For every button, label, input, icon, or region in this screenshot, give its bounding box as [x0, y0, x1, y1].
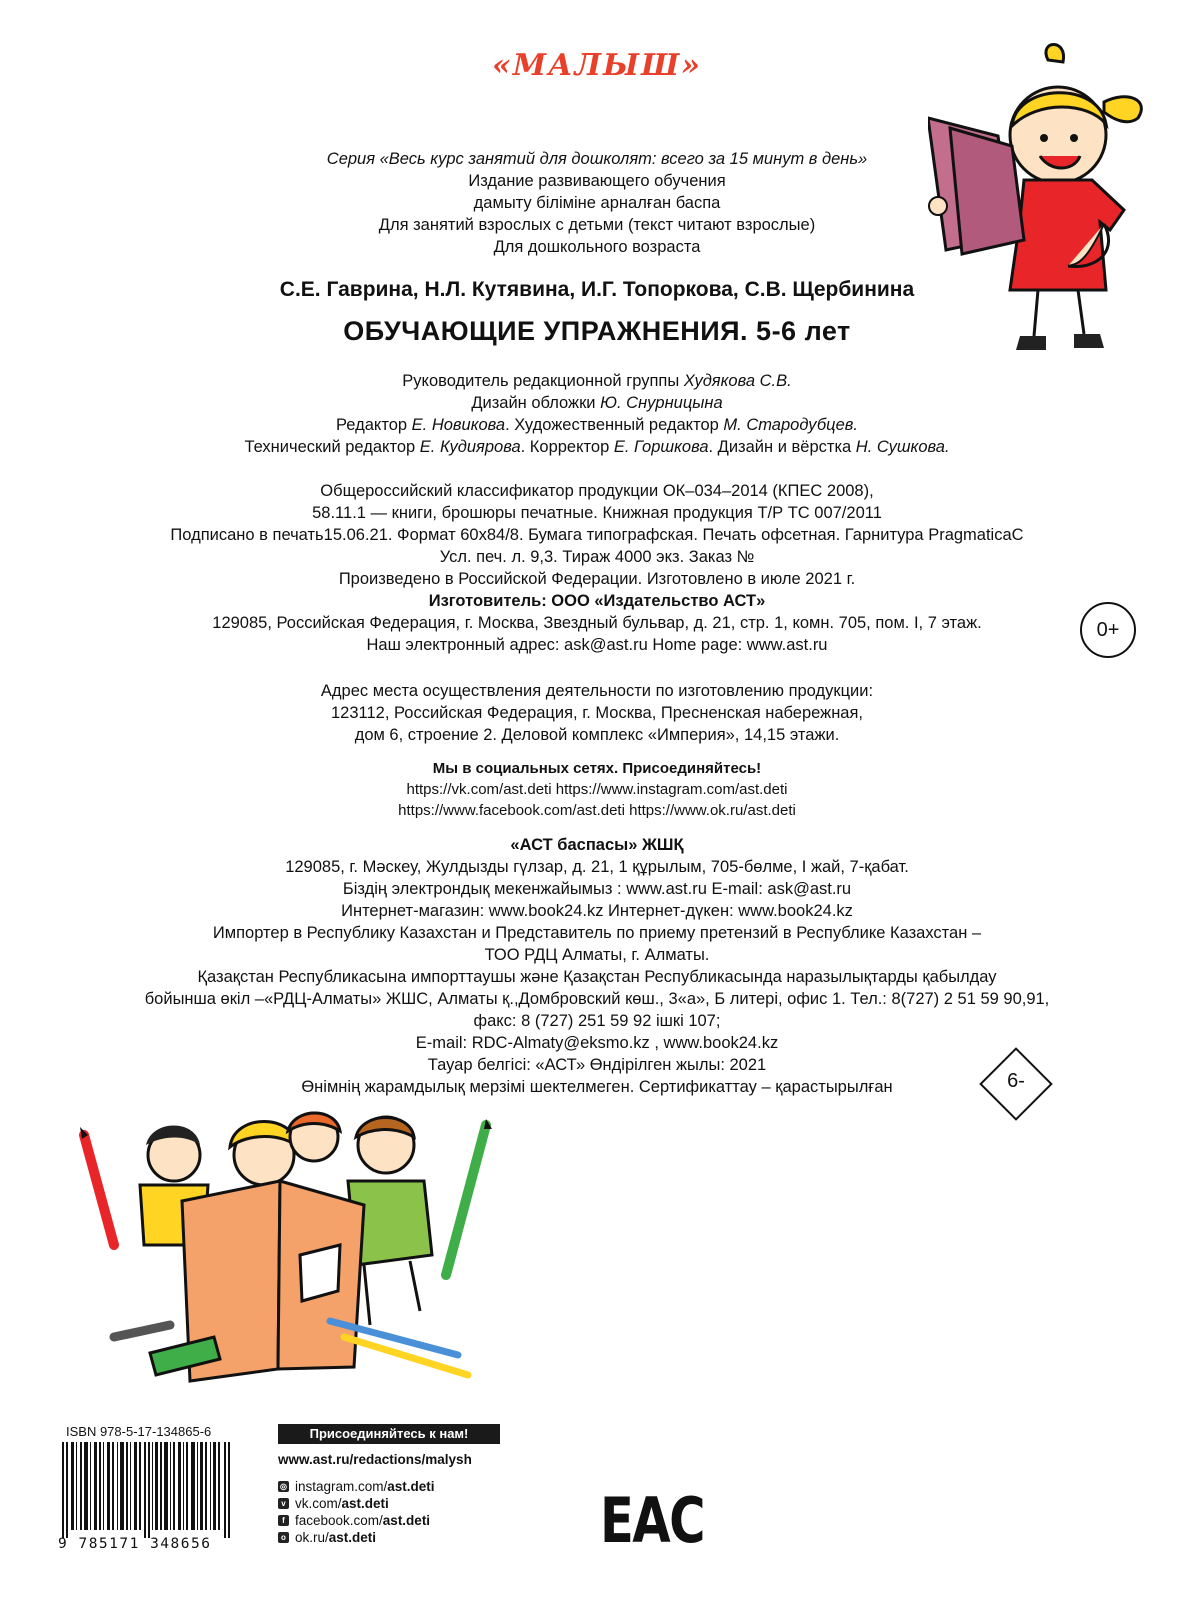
- social-handle: ast.deti: [387, 1479, 435, 1494]
- info-line: Усл. печ. л. 9,3. Тираж 4000 экз. Заказ №: [439, 548, 755, 566]
- eac-certification-mark: EAC: [600, 1484, 704, 1557]
- credit-label: . Дизайн и вёрстка: [708, 438, 856, 456]
- info-line: 129085, Российская Федерация, г. Москва, Звездный бульвар, д. 21, стр. 1, комн. 705, пом. I, 7 этаж.: [212, 614, 982, 632]
- social-prefix: facebook.com/: [295, 1513, 383, 1528]
- credit-name: Е. Новикова: [411, 416, 506, 434]
- social-prefix: vk.com/: [295, 1496, 342, 1511]
- kz-line: ТОО РДЦ Алматы, г. Алматы.: [484, 946, 710, 964]
- social-link-instagram[interactable]: [278, 1478, 435, 1495]
- address-line: Адрес места осуществления деятельности по изготовлению продукции:: [320, 682, 874, 700]
- social-networks: [0, 758, 1194, 821]
- social-link-vk[interactable]: [278, 1495, 435, 1512]
- credit-name: Ю. Снурницына: [600, 394, 723, 412]
- manufacturer-line: Изготовитель: ООО «Издательство АСТ»: [428, 592, 766, 610]
- credit-name: Н. Сушкова.: [855, 438, 950, 456]
- kz-publisher: «АСТ баспасы» ЖШҚ: [510, 836, 684, 854]
- facebook-icon: f: [278, 1515, 289, 1526]
- book-authors: С.Е. Гаврина, Н.Л. Кутявина, И.Г. Топоркова, С.В. Щербинина: [279, 278, 915, 301]
- credit-name: Е. Кудиярова: [419, 438, 521, 456]
- credit-label: Редактор: [336, 416, 412, 434]
- credit-label: Дизайн обложки: [471, 394, 601, 412]
- vk-icon: v: [278, 1498, 289, 1509]
- social-prefix: instagram.com/: [295, 1479, 388, 1494]
- series-line: Издание развивающего обучения: [468, 172, 726, 190]
- credit-name: М. Стародубцев.: [723, 416, 858, 434]
- kz-line: факс: 8 (727) 251 59 92 ішкі 107;: [473, 1012, 721, 1030]
- credit-name: Е. Горшкова: [613, 438, 709, 456]
- kz-line: Тауар белгісі: «АСТ» Өндірілген жылы: 2021: [427, 1056, 767, 1074]
- credit-label: Руководитель редакционной группы: [402, 372, 684, 390]
- publisher-url[interactable]: www.ast.ru/redactions/malysh: [278, 1452, 472, 1467]
- kz-line: Қазақстан Республикасына импорттаушы және Қазақстан Республикасында наразылықтарды қабылдау: [197, 968, 997, 986]
- series-info: [0, 148, 1194, 258]
- kz-line: Өнімнің жарамдылық мерзімі шектелмеген. Сертификаттау – қарастырылған: [301, 1078, 893, 1096]
- join-us-banner: Присоединяйтесь к нам!: [278, 1424, 500, 1444]
- age-rating-badge: 0+: [1080, 602, 1136, 658]
- kz-line: E-mail: RDC-Almaty@eksmo.kz , www.book24.kz: [415, 1034, 779, 1052]
- credit-label: Технический редактор: [244, 438, 420, 456]
- age-mark-label: 6-: [1007, 1070, 1025, 1092]
- social-link-list: [278, 1478, 435, 1546]
- credit-name: Худякова С.В.: [683, 372, 792, 390]
- print-info: [0, 480, 1194, 656]
- isbn-barcode: [62, 1442, 230, 1538]
- series-line: Для занятий взрослых с детьми (текст читают взрослые): [378, 216, 816, 234]
- kz-line: Импортер в Республику Казахстан и Представитель по приему претензий в Республике Казахстан –: [212, 924, 982, 942]
- instagram-icon: ◎: [278, 1481, 289, 1492]
- series-line: Серия «Весь курс занятий для дошколят: всего за 15 минут в день»: [326, 150, 868, 168]
- credit-label: . Корректор: [520, 438, 614, 456]
- info-line: Наш электронный адрес: ask@ast.ru Home page: www.ast.ru: [366, 636, 828, 654]
- social-heading: Мы в социальных сетях. Присоединяйтесь!: [432, 760, 762, 777]
- isbn-label: ISBN 978-5-17-134865-6: [66, 1424, 212, 1439]
- children-with-book-illustration: [74, 1105, 516, 1395]
- social-prefix: ok.ru/: [295, 1530, 329, 1545]
- publisher-logo: «МАЛЫШ»: [492, 48, 702, 83]
- social-handle: ast.deti: [382, 1513, 431, 1528]
- production-address: [0, 680, 1194, 746]
- book-title: ОБУЧАЮЩИЕ УПРАЖНЕНИЯ. 5-6 лет: [343, 316, 851, 346]
- kz-line: бойынша өкіл –«РДЦ-Алматы» ЖШС, Алматы қ.,Домбровский көш., 3«а», Б литері, офис 1. Тел.: 8(727) 2 51 59 90,91,: [144, 990, 1050, 1008]
- kz-line: Интернет-магазин: www.book24.kz Интернет-дүкен: www.book24.kz: [341, 902, 853, 920]
- social-links-line[interactable]: https://vk.com/ast.deti https://www.instagram.com/ast.deti: [406, 781, 788, 798]
- social-handle: ast.deti: [328, 1530, 377, 1545]
- kz-line: 129085, г. Мәскеу, Жулдызды гүлзар, д. 21, 1 құрылым, 705-бөлме, I жай, 7-қабат.: [285, 858, 909, 876]
- series-line: дамыту біліміне арналған баспа: [473, 194, 721, 212]
- credit-label: . Художественный редактор: [505, 416, 724, 434]
- series-line: Для дошкольного возраста: [493, 238, 701, 256]
- info-line: Подписано в печать15.06.21. Формат 60х84/8. Бумага типографская. Печать офсетная. Гарнитура PragmaticaC: [170, 526, 1024, 544]
- address-line: 123112, Российская Федерация, г. Москва, Пресненская набережная,: [330, 704, 863, 722]
- info-line: Произведено в Российской Федерации. Изготовлено в июле 2021 г.: [338, 570, 856, 588]
- info-line: 58.11.1 — книги, брошюры печатные. Книжная продукция Т/Р ТС 007/2011: [312, 504, 882, 522]
- social-link-facebook[interactable]: [278, 1512, 435, 1529]
- ok-icon: o: [278, 1532, 289, 1543]
- address-line: дом 6, строение 2. Деловой комплекс «Империя», 14,15 этажи.: [354, 726, 840, 744]
- kz-line: Біздің электрондық мекенжайымыз : www.ast.ru E-mail: ask@ast.ru: [342, 880, 852, 898]
- social-link-ok[interactable]: [278, 1529, 435, 1546]
- info-line: Общероссийский классификатор продукции ОК–034–2014 (КПЕС 2008),: [320, 482, 874, 500]
- credits-block: [0, 370, 1194, 458]
- social-links-line[interactable]: https://www.facebook.com/ast.deti https://www.ok.ru/ast.deti: [398, 802, 796, 819]
- barcode-digits: 9 785171 348656: [58, 1536, 212, 1552]
- social-handle: ast.deti: [341, 1496, 389, 1511]
